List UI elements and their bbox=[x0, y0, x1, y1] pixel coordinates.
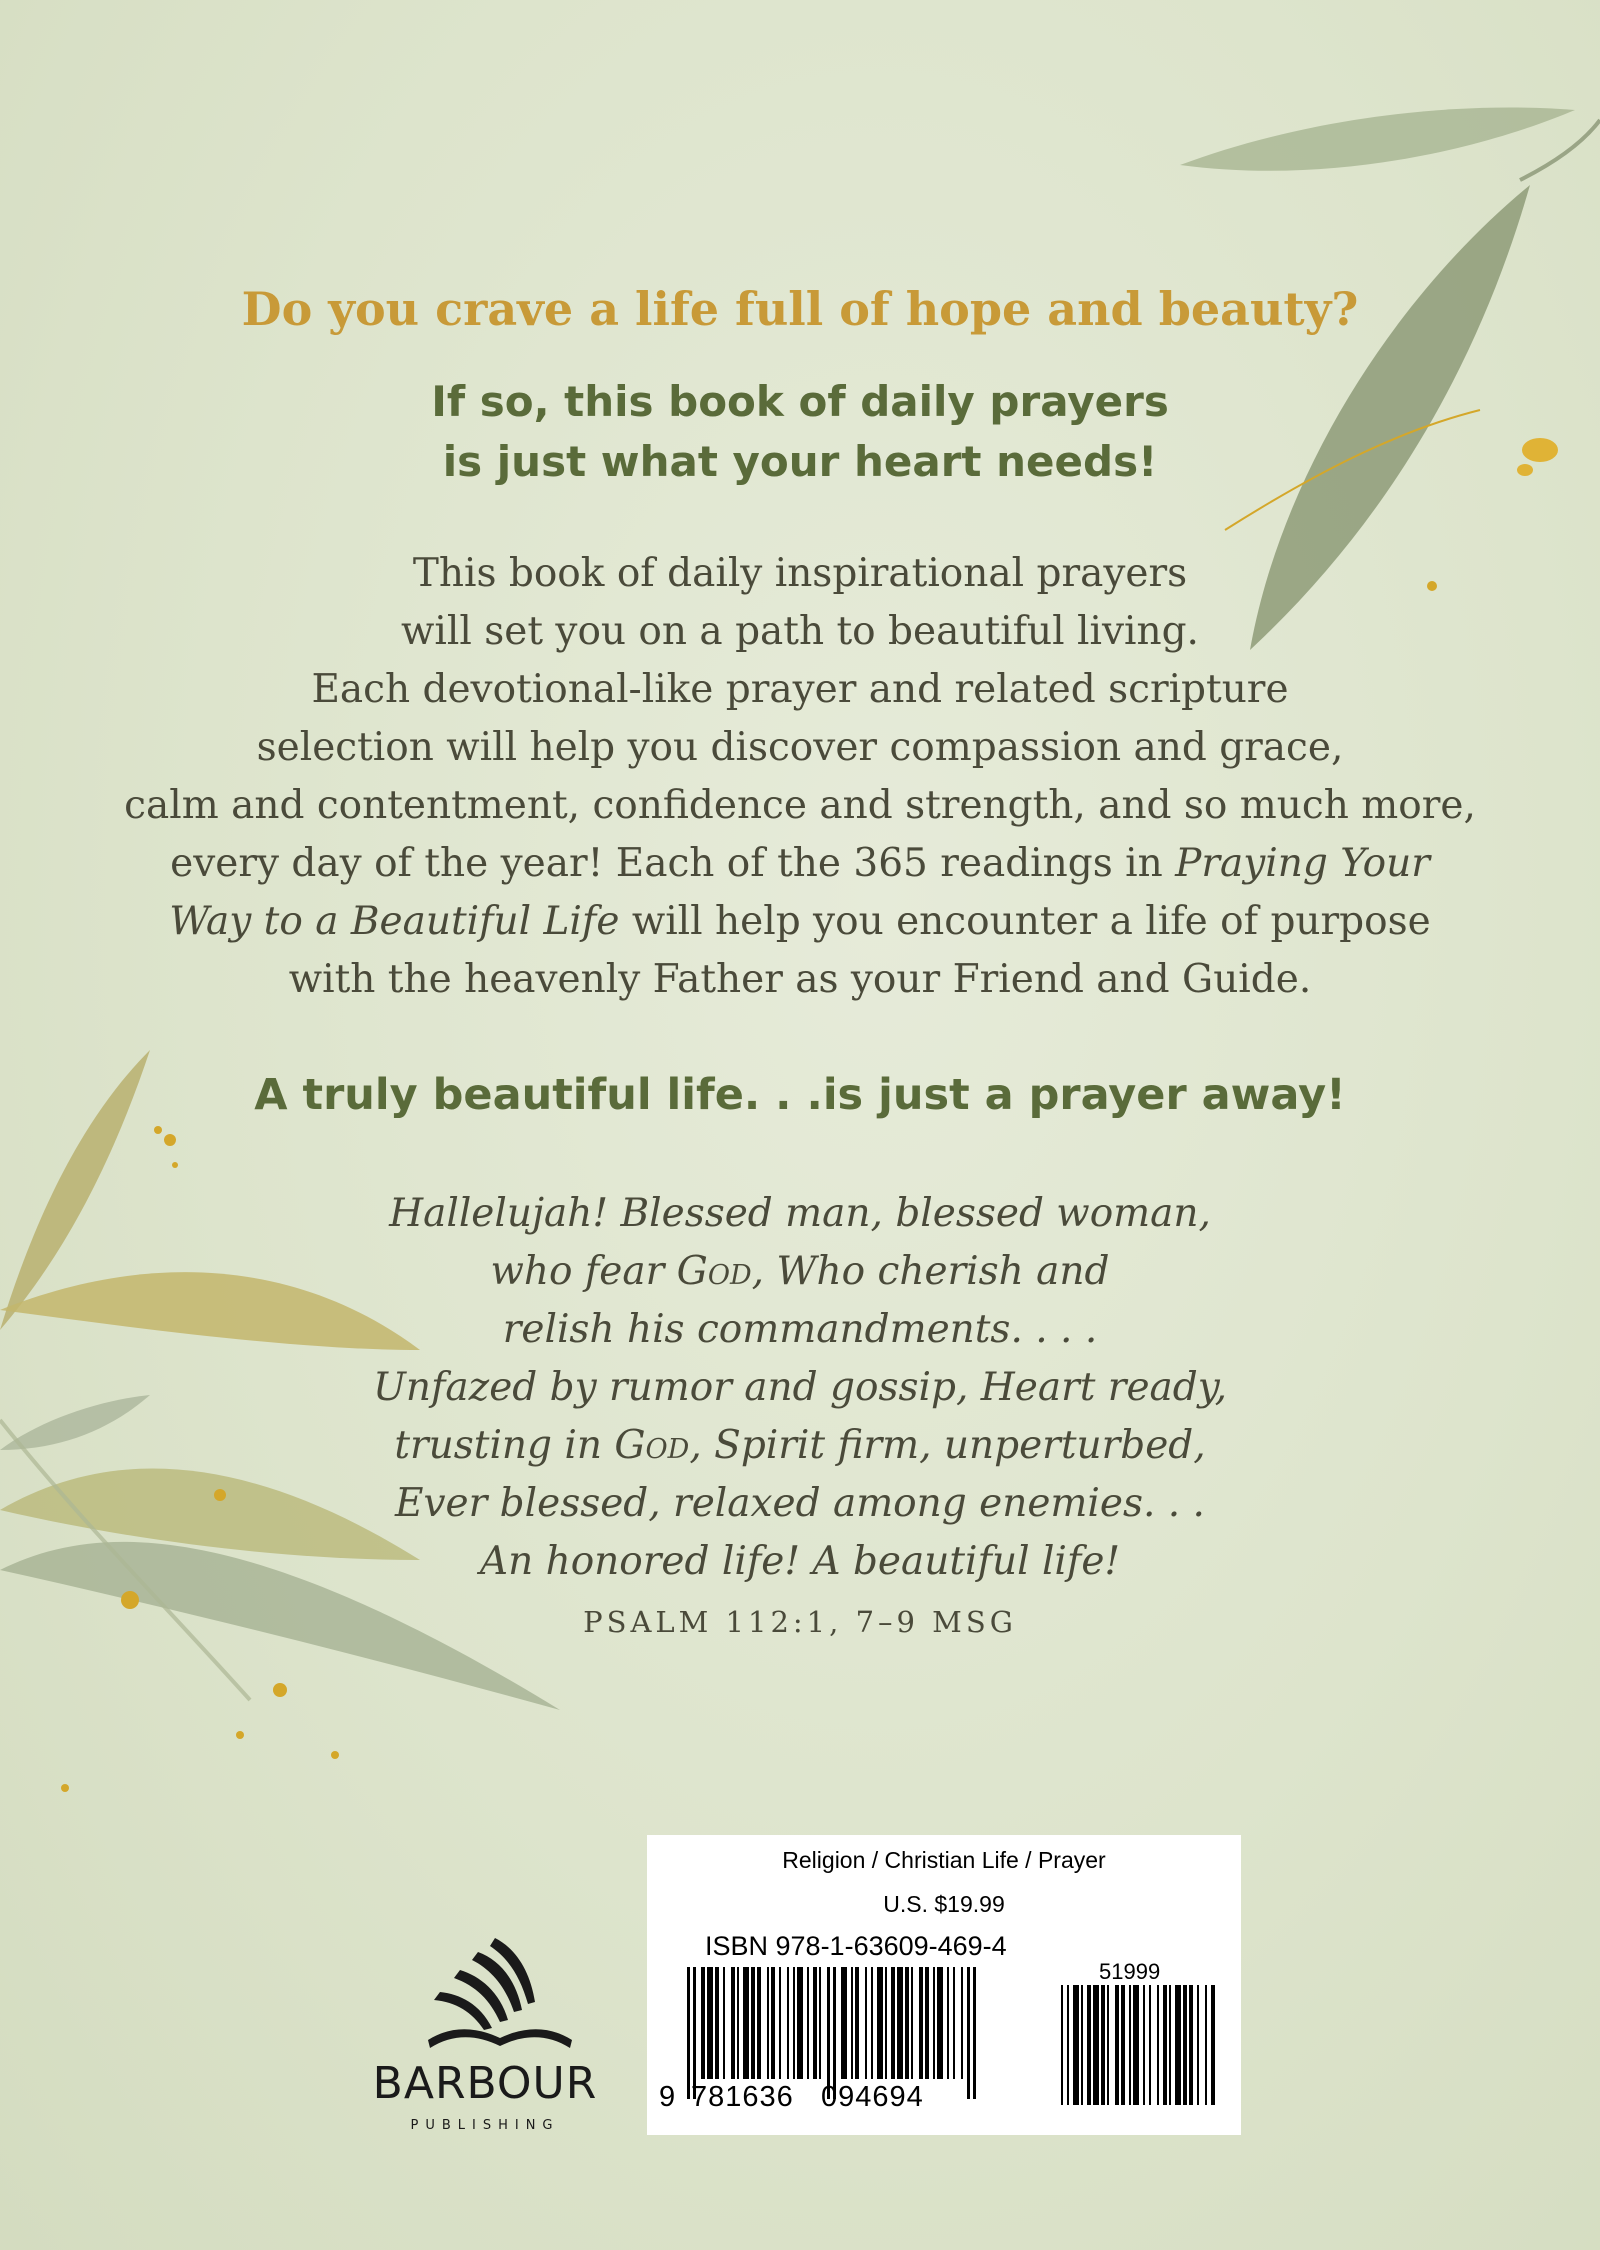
publisher-subtitle: PUBLISHING bbox=[410, 2118, 560, 2133]
barcode-bar bbox=[885, 1967, 887, 2079]
barcode-bar bbox=[1067, 1985, 1069, 2105]
barcode-bar bbox=[1189, 1985, 1193, 2105]
barcode-bar bbox=[737, 1967, 739, 2079]
book-icon bbox=[350, 1930, 620, 2060]
barcode-bar bbox=[743, 1967, 749, 2079]
barcode-bar bbox=[1061, 1985, 1063, 2105]
barcode-bar bbox=[723, 1967, 725, 2079]
barcode-bar bbox=[1129, 1985, 1131, 2105]
publisher-name: BARBOUR bbox=[372, 2058, 598, 2109]
tagline: A truly beautiful life. . .is just a prayer away! bbox=[254, 1070, 1346, 1120]
barcode-bar bbox=[891, 1967, 895, 2079]
barcode-bar bbox=[1115, 1985, 1119, 2105]
barcode-bar bbox=[1175, 1985, 1181, 2105]
isbn: ISBN 978-1-63609-469-4 bbox=[705, 1931, 1007, 1961]
barcode-right-digits: 094694 bbox=[821, 2081, 924, 2113]
barcode-guard-bar bbox=[687, 1967, 690, 2099]
barcode-bar bbox=[937, 1967, 943, 2079]
description bbox=[0, 545, 1600, 1009]
barcode-bar bbox=[813, 1967, 817, 2079]
divine-name: God bbox=[614, 1423, 690, 1468]
description-line: selection will help you discover compassion and grace, bbox=[256, 725, 1344, 770]
barcode-bar bbox=[1121, 1985, 1125, 2105]
barcode-guard-bar bbox=[693, 1967, 696, 2099]
barcode-bar bbox=[851, 1967, 853, 2079]
barcode-bar bbox=[865, 1967, 867, 2079]
headline: Do you crave a life full of hope and beauty? bbox=[241, 282, 1359, 336]
description-line bbox=[0, 835, 1600, 893]
barcode-bar bbox=[701, 1967, 705, 2079]
publisher-logo bbox=[350, 1930, 620, 2133]
barcode-bar bbox=[933, 1967, 935, 2079]
barcode-bar bbox=[1087, 1985, 1091, 2105]
description-text: will help you encounter a life of purpose bbox=[619, 899, 1431, 944]
barcode-bar bbox=[1101, 1985, 1105, 2105]
barcode-bar bbox=[1169, 1985, 1171, 2105]
barcode-bar bbox=[877, 1967, 883, 2079]
barcode-label bbox=[647, 1835, 1241, 2135]
barcode-bar bbox=[1133, 1985, 1139, 2105]
barcode-guard-bar bbox=[833, 1967, 836, 2099]
barcode-bar bbox=[1107, 1985, 1109, 2105]
barcode-bar bbox=[1157, 1985, 1159, 2105]
scripture-text: who fear bbox=[490, 1249, 677, 1294]
barcode-left-digits: 781636 bbox=[691, 2081, 794, 2113]
barcode-bar bbox=[771, 1967, 775, 2079]
scripture-line bbox=[0, 1243, 1600, 1301]
price: U.S. $19.99 bbox=[883, 1891, 1005, 1917]
scripture-line bbox=[0, 1417, 1600, 1475]
barcode-bar bbox=[715, 1967, 719, 2079]
scripture-line: Hallelujah! Blessed man, blessed woman, bbox=[389, 1191, 1211, 1236]
barcode-bar bbox=[779, 1967, 781, 2079]
barcode-bar bbox=[919, 1967, 923, 2079]
scripture-text: , Who cherish and bbox=[751, 1249, 1110, 1294]
scripture-reference: PSALM 112:1, 7–9 MSG bbox=[583, 1605, 1017, 1639]
subhead-line: If so, this book of daily prayers bbox=[431, 377, 1169, 426]
description-line: with the heavenly Father as your Friend and Guide. bbox=[288, 957, 1312, 1002]
barcode-bar bbox=[871, 1967, 873, 2079]
barcode-bar bbox=[1149, 1985, 1151, 2105]
scripture-line: An honored life! A beautiful life! bbox=[479, 1539, 1121, 1584]
description-line: This book of daily inspirational prayers bbox=[412, 551, 1188, 596]
description-line: calm and contentment, confidence and strength, and so much more, bbox=[124, 783, 1476, 828]
barcode-bar bbox=[1163, 1985, 1167, 2105]
barcode-bar bbox=[953, 1967, 955, 2079]
barcode-bar bbox=[1205, 1985, 1207, 2105]
barcode-bar bbox=[731, 1967, 735, 2079]
barcode-bar bbox=[855, 1967, 859, 2079]
divine-name: God bbox=[676, 1249, 752, 1294]
scripture-line: Unfazed by rumor and gossip, Heart ready, bbox=[372, 1365, 1227, 1410]
barcode-bar bbox=[819, 1967, 821, 2079]
barcode-bar bbox=[707, 1967, 713, 2079]
subhead bbox=[0, 372, 1600, 492]
barcode-guard-bar bbox=[967, 1967, 970, 2099]
barcode-bar bbox=[841, 1967, 847, 2079]
barcode-bar bbox=[1081, 1985, 1083, 2105]
barcode-bar bbox=[767, 1967, 769, 2079]
scripture-line: Ever blessed, relaxed among enemies. . . bbox=[395, 1481, 1205, 1526]
barcode-bar bbox=[1093, 1985, 1099, 2105]
description-line: Each devotional-like prayer and related scripture bbox=[311, 667, 1289, 712]
description-text: every day of the year! Each of the 365 readings in bbox=[170, 841, 1176, 886]
barcode-bar bbox=[1183, 1985, 1187, 2105]
barcode-bar bbox=[751, 1967, 755, 2079]
barcode-guard-bar bbox=[973, 1967, 976, 2099]
book-title: Praying Your bbox=[1175, 841, 1430, 886]
barcode-bar bbox=[793, 1967, 795, 2079]
barcode-lead-digit: 9 bbox=[659, 2081, 677, 2113]
barcode-bar bbox=[897, 1967, 903, 2079]
barcode-bar bbox=[925, 1967, 929, 2079]
scripture-text: trusting in bbox=[394, 1423, 615, 1468]
barcode-bar bbox=[797, 1967, 803, 2079]
barcode-bar bbox=[757, 1967, 761, 2079]
scripture-text: , Spirit firm, unperturbed, bbox=[689, 1423, 1206, 1468]
barcode-bar bbox=[1197, 1985, 1199, 2105]
barcode-bar bbox=[1073, 1985, 1079, 2105]
addon-number: 51999 bbox=[1099, 1959, 1161, 1984]
scripture-line: relish his commandments. . . . bbox=[502, 1307, 1098, 1352]
barcode-bar bbox=[787, 1967, 789, 2079]
bisac-category: Religion / Christian Life / Prayer bbox=[782, 1847, 1106, 1873]
barcode-guard-bar bbox=[827, 1967, 830, 2099]
barcode-bar bbox=[807, 1967, 809, 2079]
scripture-quote bbox=[0, 1185, 1600, 1591]
barcode-bar bbox=[1143, 1985, 1145, 2105]
barcode-bar bbox=[1211, 1985, 1215, 2105]
subhead-line: is just what your heart needs! bbox=[442, 437, 1158, 486]
barcode-bar bbox=[947, 1967, 949, 2079]
barcode-bar bbox=[905, 1967, 909, 2079]
description-line: will set you on a path to beautiful living. bbox=[401, 609, 1199, 654]
barcode-bar bbox=[961, 1967, 963, 2079]
book-title: Way to a Beautiful Life bbox=[169, 899, 620, 944]
barcode-bar bbox=[911, 1967, 913, 2079]
description-line bbox=[0, 893, 1600, 951]
